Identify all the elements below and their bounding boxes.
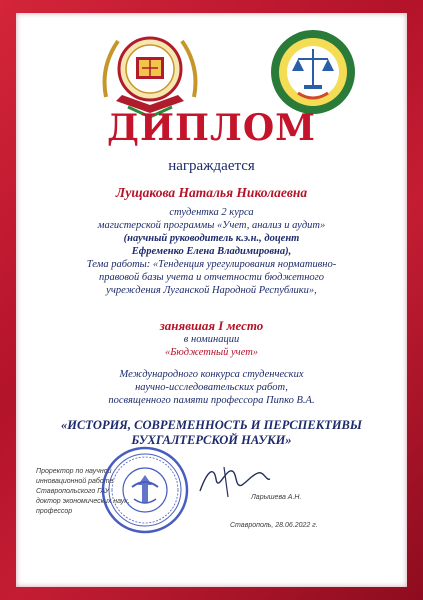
contest-line-1: Международного конкурса студенческих: [119, 369, 304, 380]
signer-name: Ларышева А.Н.: [251, 494, 302, 501]
awarded-label: награждается: [168, 158, 255, 174]
place-and-date: Ставрополь, 28.06.2022 г.: [230, 522, 318, 529]
topic-line-3: учреждения Луганской Народной Республики»,: [106, 285, 317, 296]
position-line-1: Проректор по научной: [36, 468, 112, 475]
university-emblem-icon: [98, 27, 202, 119]
study-program: магистерской программы «Учет, анализ и аудит»: [97, 220, 326, 231]
faculty-emblem-icon: [268, 27, 358, 117]
contest-title-line-1: «ИСТОРИЯ, СОВРЕМЕННОСТЬ И ПЕРСПЕКТИВЫ: [60, 418, 363, 432]
diploma-sheet: [16, 13, 407, 587]
nomination-label: в номинации: [183, 334, 240, 345]
topic-line-2: правовой базы учета и отчетности бюджетного: [98, 272, 325, 283]
position-line-4: доктор экономических наук,: [36, 498, 130, 505]
nomination-value: «Бюджетный учет»: [164, 347, 259, 358]
recipient-name: Лущакова Наталья Николаевна: [115, 185, 308, 200]
diploma-title: ДИПЛОМ: [106, 107, 317, 149]
contest-title: [16, 418, 407, 448]
award-place: занявшая I место: [159, 318, 264, 333]
supervisor-line-1: (научный руководитель к.э.н., доцент: [123, 233, 300, 244]
contest-line-3: посвященного памяти профессора Пипко В.А.: [108, 395, 315, 406]
position-line-3: Ставропольского ГАУ: [36, 488, 110, 495]
contest-title-line-2: БУХГАЛТЕРСКОЙ НАУКИ»: [131, 433, 292, 447]
position-line-5: профессор: [36, 508, 73, 515]
position-line-2: инновационной работе: [36, 478, 114, 485]
topic-line-1: Тема работы: «Тенденция урегулирования нормативно-: [86, 259, 337, 270]
official-seal-icon: [100, 445, 190, 535]
student-course: студентка 2 курса: [169, 207, 254, 218]
contest-line-2: научно-исследовательских работ,: [135, 382, 288, 393]
supervisor-line-2: Ефременко Елена Владимировна),: [131, 246, 292, 257]
